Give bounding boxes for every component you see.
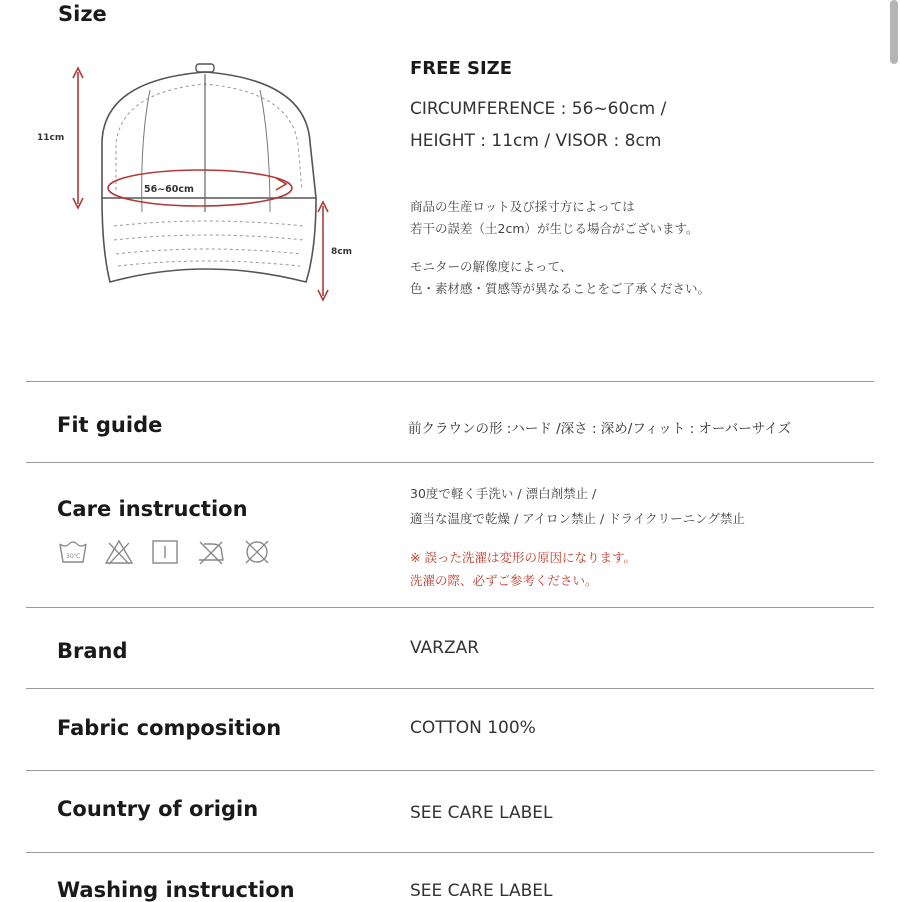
- size-height-visor-text: HEIGHT : 11cm / VISOR : 8cm: [410, 131, 662, 151]
- fit-guide-value: 前クラウンの形 :ハード /深さ : 深め/フィット : オーバーサイズ: [408, 421, 792, 437]
- size-note-line-1: 商品の生産ロット及び採寸方によっては: [410, 199, 635, 214]
- brand-title: Brand: [57, 639, 128, 663]
- hand-wash-icon: [58, 538, 88, 566]
- care-icons: [58, 538, 272, 566]
- care-warning-line-1: ※ 誤った洗濯は変形の原因になります。: [410, 550, 636, 565]
- size-note-line-4: 色・素材感・質感等が異なることをご了承ください。: [410, 281, 711, 296]
- washing-title: Washing instruction: [57, 878, 295, 902]
- size-note-line-3: モニターの解像度によって、: [410, 259, 573, 274]
- divider: [26, 381, 874, 382]
- size-circumference-text: CIRCUMFERENCE : 56~60cm /: [410, 99, 667, 119]
- fabric-value: COTTON 100%: [410, 718, 536, 738]
- free-size-label: FREE SIZE: [410, 58, 513, 79]
- divider: [26, 688, 874, 689]
- dry-icon: [150, 538, 180, 566]
- cap-size-diagram: [20, 50, 380, 310]
- divider: [26, 770, 874, 771]
- washing-value: SEE CARE LABEL: [410, 881, 553, 901]
- care-instruction-title: Care instruction: [57, 497, 248, 521]
- scrollbar[interactable]: [890, 0, 898, 64]
- size-note-line-2: 若干の誤差（土2cm）が生じる場合がございます。: [410, 221, 699, 236]
- care-warning-line-2: 洗濯の際、必ずご参考ください。: [410, 573, 598, 588]
- divider: [26, 462, 874, 463]
- care-line-1: 30度で軽く手洗い / 漂白剤禁止 /: [410, 486, 597, 501]
- diagram-height-label: 11cm: [37, 133, 65, 143]
- no-dry-clean-icon: [242, 538, 272, 566]
- divider: [26, 852, 874, 853]
- fit-guide-title: Fit guide: [57, 413, 163, 437]
- wash-temp-label: 30℃: [66, 553, 81, 560]
- origin-title: Country of origin: [57, 797, 259, 821]
- diagram-circumference-label: 56~60cm: [144, 184, 194, 195]
- no-iron-icon: [196, 538, 226, 566]
- fabric-title: Fabric composition: [57, 716, 282, 740]
- divider: [26, 607, 874, 608]
- size-title: Size: [58, 2, 107, 26]
- no-bleach-icon: [104, 538, 134, 566]
- brand-value: VARZAR: [410, 638, 480, 658]
- care-line-2: 適当な温度で乾燥 / アイロン禁止 / ドライクリーニング禁止: [410, 511, 745, 526]
- origin-value: SEE CARE LABEL: [410, 803, 553, 823]
- diagram-visor-label: 8cm: [331, 247, 352, 257]
